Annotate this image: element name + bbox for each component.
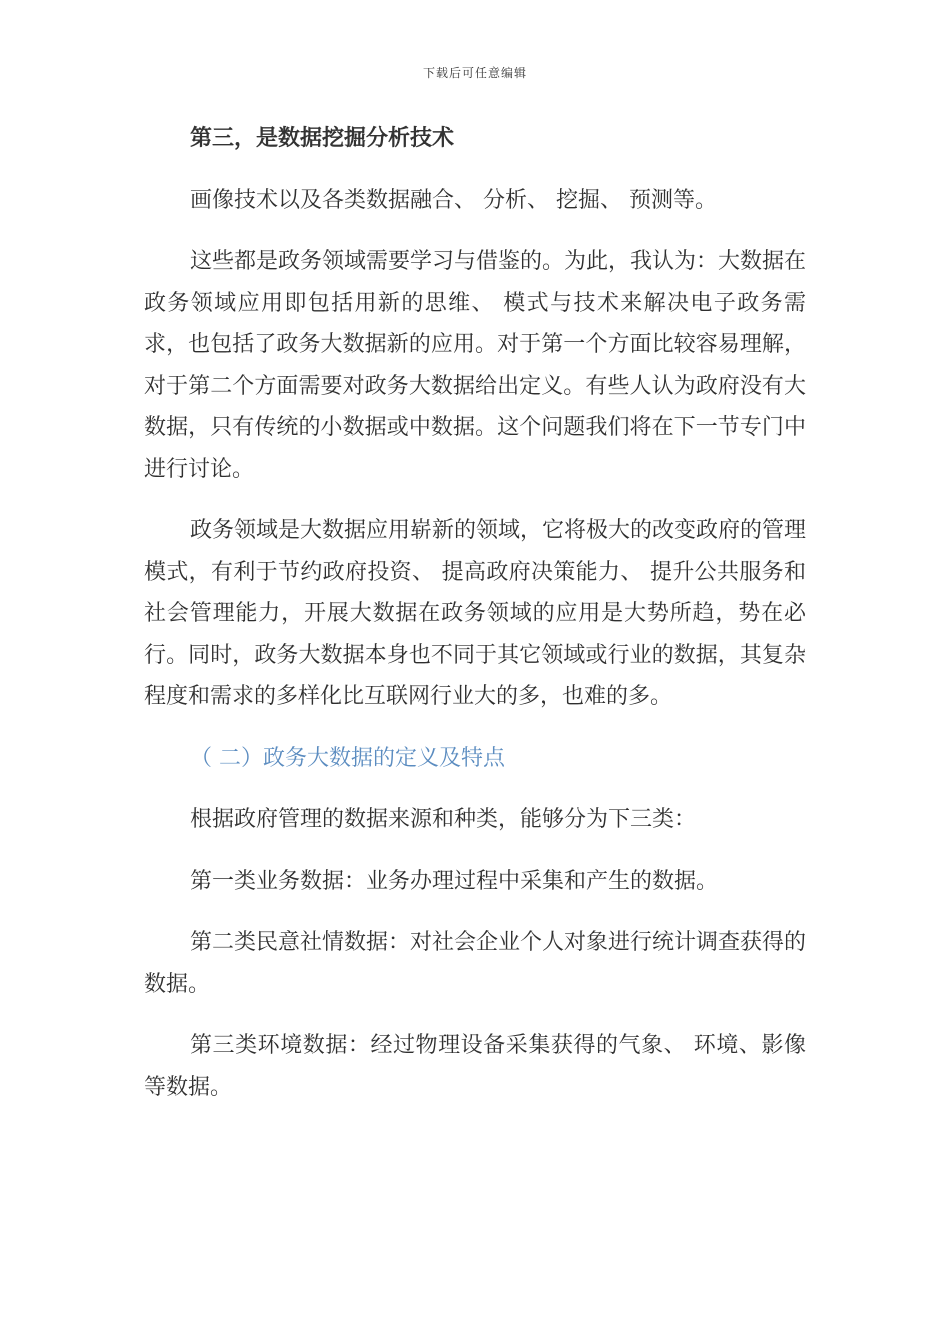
paragraph-category-1: 第一类业务数据：业务办理过程中采集和产生的数据。 xyxy=(190,868,719,894)
paragraph-categories-intro: 根据政府管理的数据来源和种类，能够分为下三类： xyxy=(190,807,697,832)
section-heading-definition: （ 二）政务大数据的定义及特点 xyxy=(190,745,505,771)
paragraph-heading-third: 第三，是数据挖掘分析技术 xyxy=(190,126,455,151)
paragraph-gov-domain: 政务领域是大数据应用崭新的领域，它将极大的改变政府的管理模式，有利于节约政府投资、 提高政府决策能力、 提升公共服务和社会管理能力，开展大数据在政务领域的应用是大势所趋，势在必行。同时，政务大数据本身也不同于其它领域或行业的数据，其复杂程度和需求的多样化比互联网行业大的多，也难的多。 xyxy=(144,518,807,709)
paragraph-portrait-tech: 画像技术以及各类数据融合、 分析、 挖掘、 预测等。 xyxy=(190,187,717,213)
paragraph-category-3: 第三类环境数据：经过物理设备采集获得的气象、 环境、影像等数据。 xyxy=(144,1033,806,1100)
document-body xyxy=(144,118,806,1128)
paragraph-gov-learning: 这些都是政务领域需要学习与借鉴的。为此，我认为：大数据在政务领域应用即包括用新的思维、 模式与技术来解决电子政务需求，也包括了政务大数据新的应用。对于第一个方面比较容易理解，对于第二个方面需要对政务大数据给出定义。有些人认为政府没有大数据，只有传统的小数据或中数据。这个问题我们将在下一节专门中进行讨论。 xyxy=(144,249,807,482)
paragraph-category-2: 第二类民意社情数据：对社会企业个人对象进行统计调查获得的数据。 xyxy=(144,930,807,997)
page-header: 下载后可任意编辑 xyxy=(422,66,527,80)
